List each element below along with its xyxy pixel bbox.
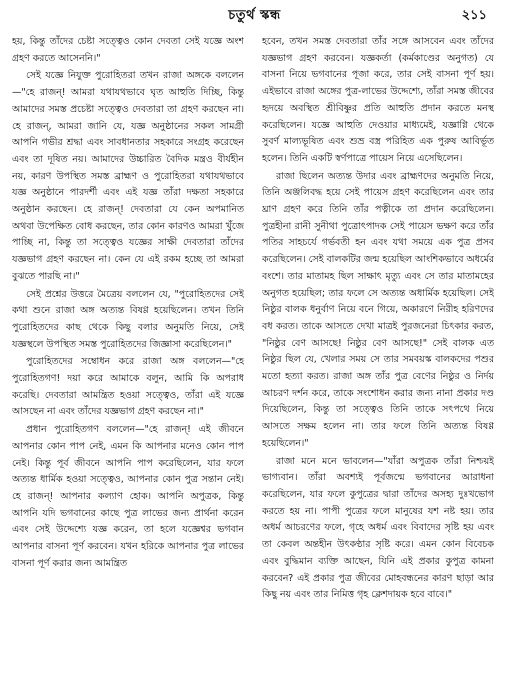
paragraph: রাজা মনে মনে ভাবলেন—"যাঁরা অপুত্রক তাঁরা নিশ্চয়ই ভাগ্যবান। তাঁরা অবশ্যই পূর্বজন্মে ভগবানের আরাধনা করেছিলেন, যার ফলে কুপুত্রের দ্বারা তাঁদের অসহ্য দুঃখভোগ করতে হয় না। পাপী পুত্রের ফলে মানুষের যশ নষ্ট হয়। তার অধর্ম আচরণের ফলে, গৃহে অধর্ম এবং বিবাদের সৃষ্টি হয় এবং তা কেবল অন্তহীন উৎকণ্ঠার সৃষ্টি করে। এমন কোন বিবেচক এবং বুদ্ধিমান ব্যক্তি আছেন, যিনি এই প্রকার কুপুত্র কামনা করবেন? এই প্রকার পুত্র জীবের মোহবন্ধনের কারণ ছাড়া আর কিছু নয় এবং তার নিমিত্ত গৃহ ক্লেশদায়ক হবে বাবে।" — [262, 455, 494, 601]
paragraph: রাজা ছিলেন অত্যন্ত উদার এবং ব্রাহ্মণদের অনুমতি নিয়ে, তিনি অঞ্জলিবদ্ধ হয়ে সেই পায়েস গ্রহণ করেছিলেন এবং তার ঘ্রাণ গ্রহণ করে তিনি তাঁর পত্নীকে তা প্রদান করেছিলেন। পুত্রহীনা রানী সুনীথা পুত্রোৎপাদক সেই পায়েস ভক্ষণ করে তাঁর পতির সাহচর্যে গর্ভবতী হন এবং যথা সময়ে এক পুত্র প্রসব করেছিলেন। সেই বালকটির জন্ম হয়েছিল আংশিকভাবে অধর্মের বংশে। তার মাতামহ ছিল সাক্ষাৎ মৃত্যু এবং সে তার মাতামহের অনুগত হয়েছিল; তার ফলে সে অত্যন্ত অধার্মিক হয়েছিল। সেই নিষ্ঠুর বালক ধনুর্বাণ নিয়ে বনে গিয়ে, অকারণে নিরীহ হরিণদের বধ করত। তাকে আসতে দেখা মাত্রই পুরজনেরা চিৎকার করত, "নিষ্ঠুর বেণ আসছে! নিষ্ঠুর বেণ আসছে!" সেই বালক এত নিষ্ঠুর ছিল যে, খেলার সময় সে তার সমবয়স্ক বালকদের পশুর মতো হত্যা করত। রাজা অঙ্গ তাঁর পুত্র বেণের নিষ্ঠুর ও নির্দয় আচরণ দর্শন করে, তাকে সংশোধন করার জন্য নানা প্রকার দণ্ড দিয়েছিলেন, কিন্তু তা সত্ত্বেও তিনি তাকে সৎপথে নিয়ে আসতে সক্ষম হলেন না। তার ফলে তিনি অত্যন্ত বিষণ্ণ হয়েছিলেন।" — [262, 170, 494, 449]
paragraph: হয়, কিন্তু তাঁদের চেষ্টা সত্ত্বেও কোন দেবতা সেই যজ্ঞে অংশ গ্রহণ করতে আসেননি।" — [12, 36, 244, 64]
paragraph: প্রধান পুরোহিতগণ বললেন—"হে রাজন্! এই জীবনে আপনার কোন পাপ নেই, এমন কি আপনার মনেও কোন পাপ নেই। কিন্তু পূর্ব জীবনে আপনি পাপ করেছিলেন, যার ফলে অত্যন্ত ধার্মিক হওয়া সত্ত্বেও, আপনার কোন পুত্র সন্তান নেই। হে রাজন্! আপনার কল্যাণ হোক। আপনি অপুত্রক, কিন্তু আপনি যদি ভগবানের কাছে পুত্র লাভের জন্য প্রার্থনা করেন এবং সেই উদ্দেশ্যে যজ্ঞ করেন, তা হলে যজ্ঞেশ্বর ভগবান আপনার বাসনা পূর্ণ করবেন। যখন হরিকে আপনার পুত্র লাভের বাসনা পূর্ণ করার জন্য আমন্ত্রিত — [12, 424, 244, 569]
running-title: চতুর্থ স্কন্ধ — [228, 8, 281, 23]
left-column — [12, 34, 244, 677]
paragraph: হবেন, তখন সমস্ত দেবতারা তাঁর সঙ্গে আসবেন এবং তাঁদের যজ্ঞভাগ গ্রহণ করবেন। যজ্ঞকর্তা (কর্মকাণ্ডের অনুগত) যে বাসনা নিয়ে ভগবানের পূজা করে, তার সেই বাসনা পূর্ণ হয়। এইভাবে রাজা অঙ্গের পুত্র-লাভের উদ্দেশ্যে, তাঁরা সমস্ত জীবের হৃদয়ে অবস্থিত শ্রীবিষ্ণুর প্রতি আহুতি প্রদান করতে মনস্থ করেছিলেন। যজ্ঞে আহুতি দেওয়ার মাধ্যমেই, যজ্ঞাগ্নি থেকে সুবর্ণ মাল্যভূষিত এবং শুভ্র বস্ত্র পরিহিত এক পুরুষ আবির্ভূত হলেন। তিনি একটি স্বর্ণপাত্রে পায়েস নিয়ে এসেছিলেন। — [262, 36, 494, 164]
page-number: ২১১ — [461, 8, 487, 23]
paragraph: পুরোহিতদের সম্বোধন করে রাজা অঙ্গ বললেন—"হে পুরোহিতগণ! দয়া করে আমাকে বলুন, আমি কি অপরাধ করেছি। দেবতারা আমন্ত্রিত হওয়া সত্ত্বেও, তাঁরা এই যজ্ঞে আসছেন না এবং তাঁদের যজ্ঞভাগ গ্রহণ করছেন না।" — [12, 356, 244, 418]
paragraph: সেই প্রশ্নের উত্তরে মৈত্রেয় বললেন যে, "পুরোহিতদের সেই কথা শুনে রাজা অঙ্গ অত্যন্ত বিষণ্ণ হয়েছিলেন। তখন তিনি পুরোহিতদের কাছ থেকে কিছু বলার অনুমতি নিয়ে, সেই যজ্ঞস্থলে উপস্থিত সমস্ত পুরোহিতদের জিজ্ঞাসা করেছিলেন।" — [12, 288, 244, 350]
page-header — [18, 6, 491, 36]
right-column — [262, 34, 494, 677]
paragraph: সেই যজ্ঞে নিযুক্ত পুরোহিতরা তখন রাজা অঙ্গকে বললেন—"হে রাজন্! আমরা যথাযথভাবে ঘৃত আহুতি দিচ্ছি, কিন্তু আমাদের সমস্ত প্রচেষ্টা সত্ত্বেও দেবতারা তা গ্রহণ করছেন না। হে রাজন্, আমরা জানি যে, যজ্ঞ অনুষ্ঠানের সকল সামগ্রী আপনি গভীর শ্রদ্ধা এবং সাবধানতার সহকারে সংগ্রহ করেছেন এবং তা দূষিত নয়। আমাদের উচ্চারিত বৈদিক মন্ত্রও বীর্যহীন নয়, কারণ উপস্থিত সমস্ত ব্রাহ্মণ ও পুরোহিতরা যথাযথভাবে যজ্ঞ অনুষ্ঠানে পারদর্শী এবং এই যজ্ঞ তাঁরা দক্ষতা সহকারে অনুষ্ঠান করছেন। হে রাজন্! দেবতারা যে কেন অপমানিত অথবা উপেক্ষিত বোধ করছেন, তার কোন কারণও আমরা খুঁজে পাচ্ছি না, কিন্তু তা সত্ত্বেও যজ্ঞের সাক্ষী দেবতারা তাঁদের যজ্ঞভাগ গ্রহণ করছেন না। কেন যে এই রকম হচ্ছে তা আমরা বুঝতে পারছি না।" — [12, 70, 244, 282]
